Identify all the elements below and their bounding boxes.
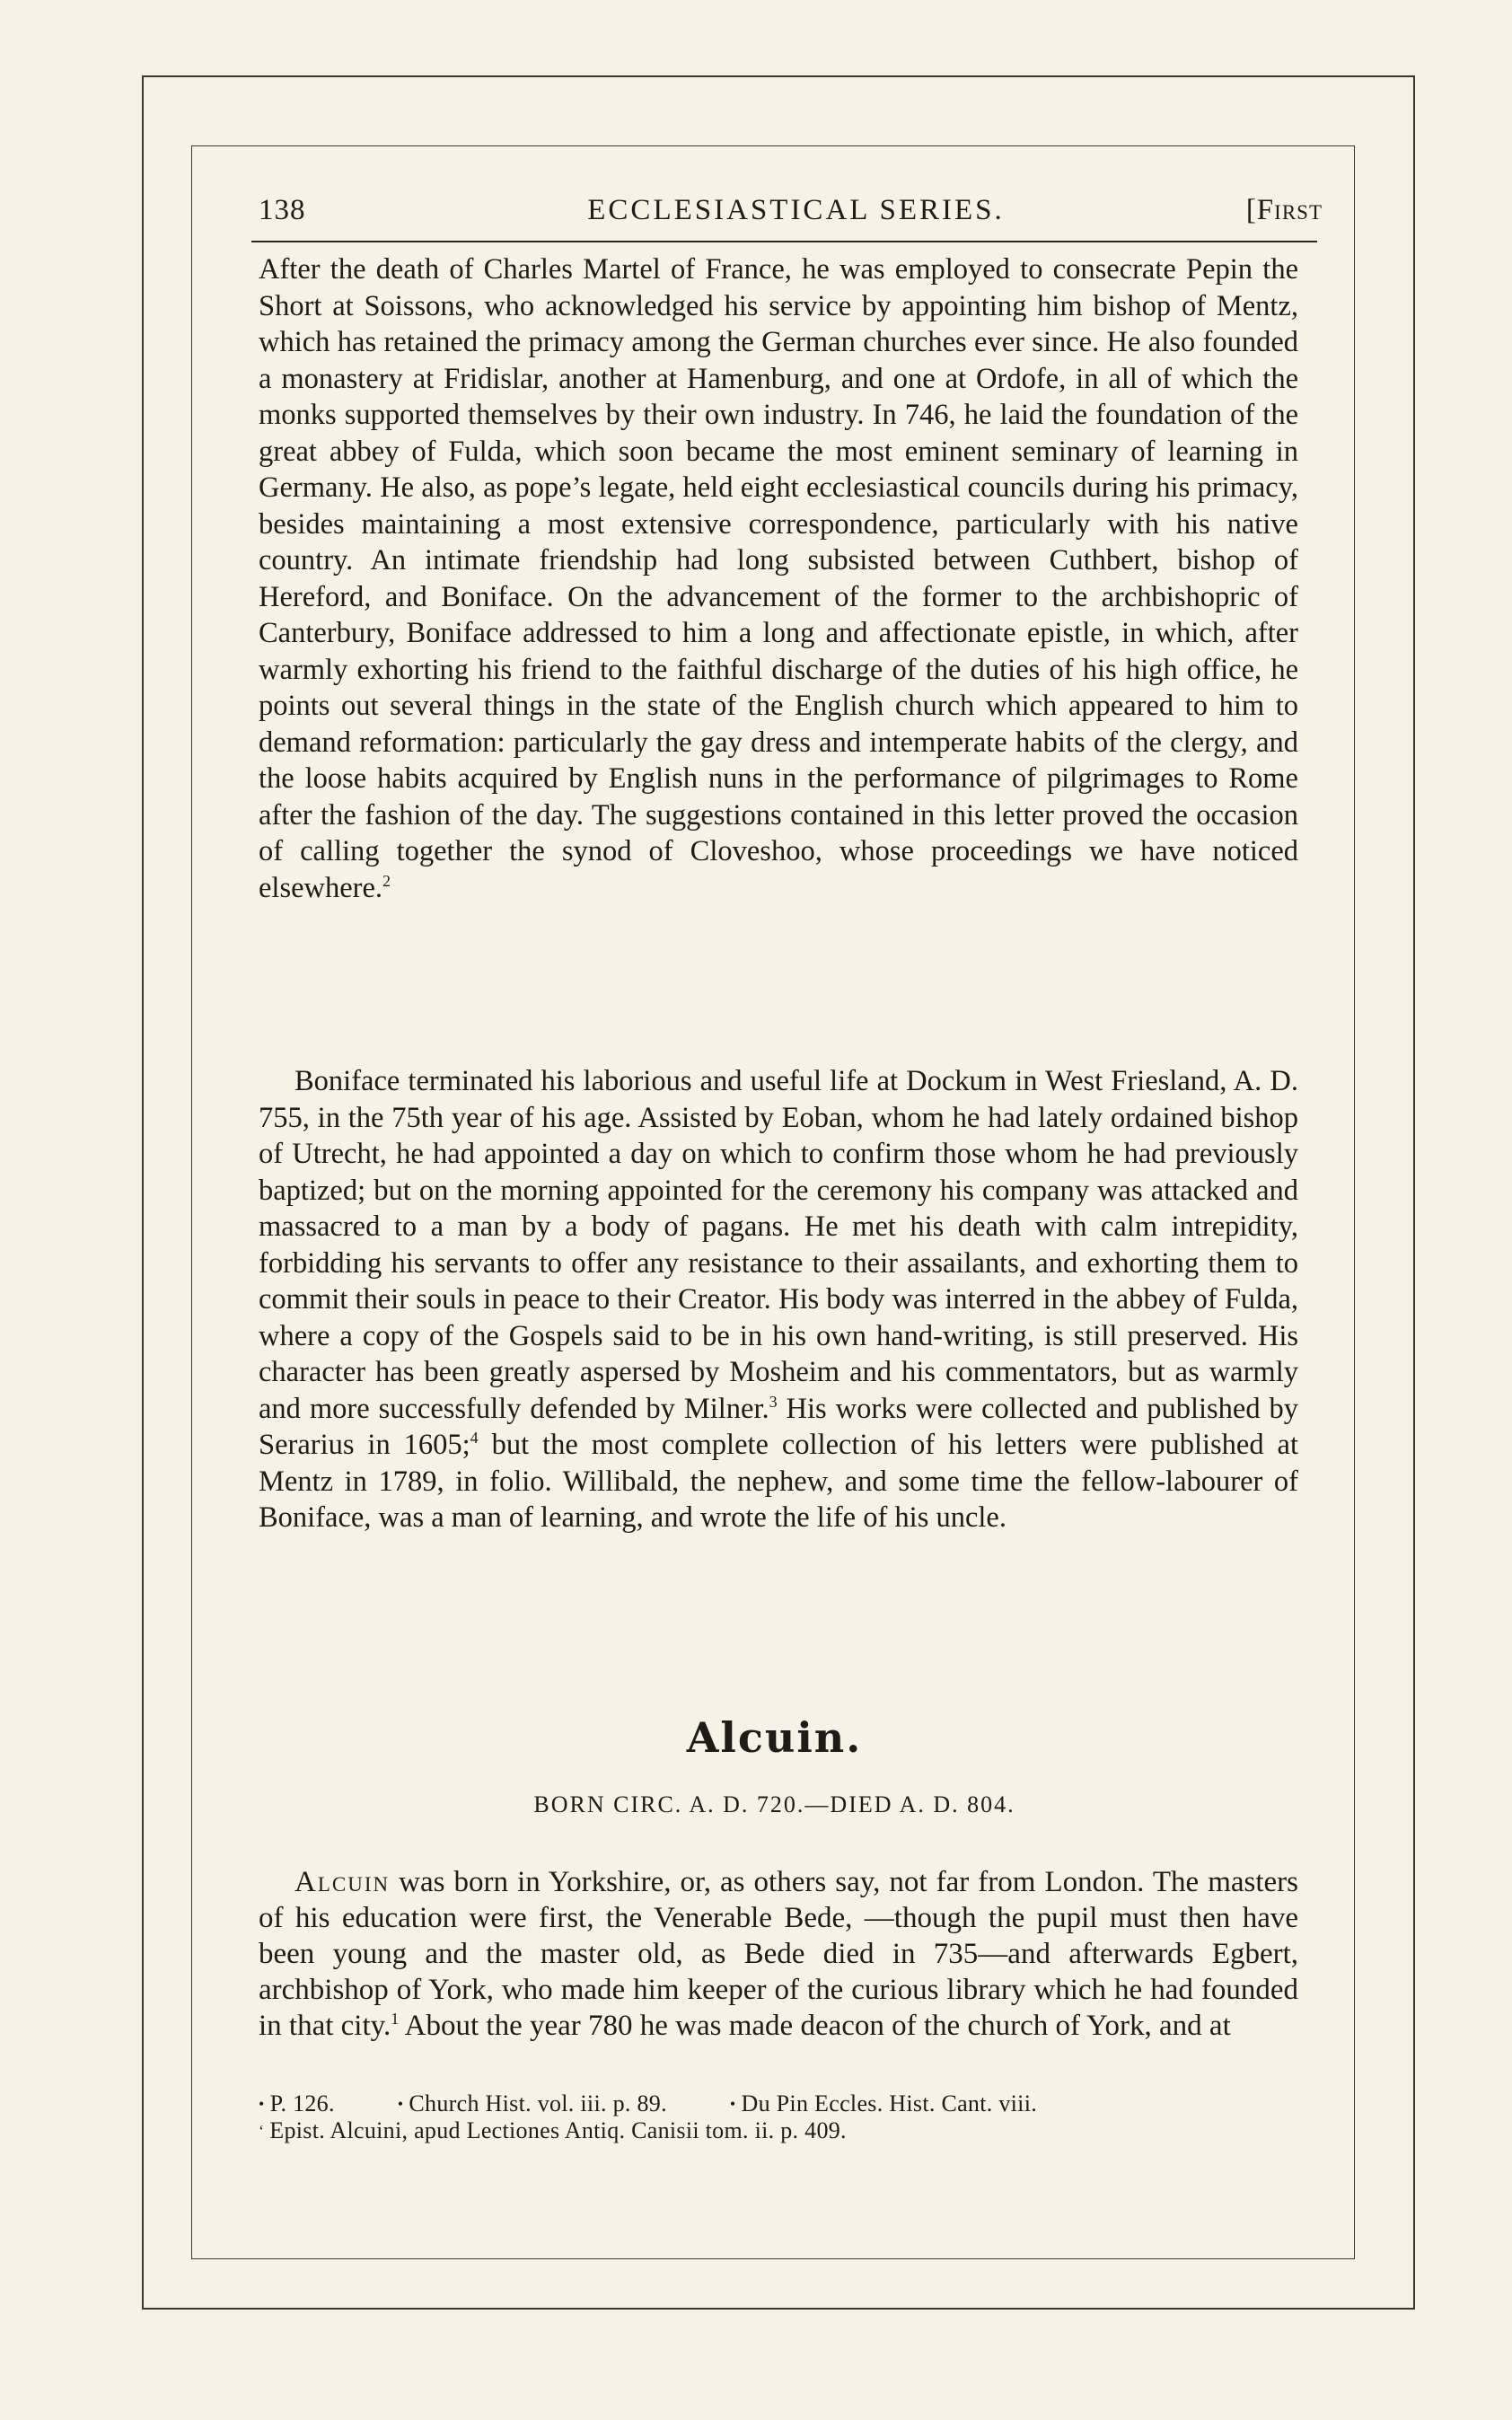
footnote-text: Du Pin Eccles. Hist. Cant. viii. [741, 2090, 1038, 2116]
section-label: [First [1245, 194, 1323, 226]
birth-death-dates: BORN CIRC. A. D. 720.—DIED A. D. 804. [533, 1791, 1015, 1817]
header-rule [251, 241, 1317, 242]
footnote-ref: 1 [391, 2010, 400, 2028]
footnote-text: P. 126. [269, 2090, 335, 2116]
footnote-marker: ‘ [259, 2122, 265, 2140]
footnote [398, 2090, 667, 2117]
paragraph-boniface-death [259, 1063, 1298, 1536]
text-run: About the year 780 he was made deacon of the church of York, and at [399, 2010, 1231, 2042]
footnote [259, 2090, 335, 2117]
footnote [259, 2117, 847, 2144]
lead-word: Alcuin [294, 1866, 391, 1898]
book-page [215, 178, 1333, 2243]
footnote-text: Church Hist. vol. iii. p. 89. [409, 2090, 667, 2116]
footnote-marker: • [397, 2095, 404, 2113]
footnote-text: Epist. Alcuini, apud Lectiones Antiq. Canisii tom. ii. p. 409. [269, 2117, 847, 2143]
running-title: ECCLESIASTICAL SERIES. [587, 194, 1005, 226]
footnote-marker: • [729, 2095, 736, 2113]
paragraph-text [259, 1864, 1298, 2044]
footnotes [259, 2090, 1298, 2144]
footnote [730, 2090, 1037, 2117]
text-run: but the most complete collection of his letters were published at Mentz in 1789, in folio. Willibald, the nephew, and some time the fellow-labourer of Boniface, was a man of learning, and wrote the life of his uncle. [259, 1429, 1298, 1534]
footnote-ref: 4 [470, 1429, 479, 1448]
footnote-line [259, 2090, 1298, 2117]
text-run: His works were collected and published by Serarius in 1605; [259, 1392, 1299, 1461]
section-heading: Alcuin. [686, 1713, 863, 1762]
text-run: was born in Yorkshire, or, as others say, not far from London. The masters of his education were first, the Venerable Bede, —though the pupil must then have been young and the master old, as Bede died in 735—and afterwards Egbert, archbishop of York, who made him keeper of the curious library which he had founded in that city. [259, 1866, 1298, 2042]
running-header [259, 194, 1333, 235]
paragraph-boniface-career [259, 251, 1298, 906]
footnote-line [259, 2117, 1298, 2144]
text-run: Boniface terminated his laborious and useful life at Dockum in West Friesland, A. D. 755, in the 75th year of his age. Assisted by Eoban, whom he had lately ordained bishop of Utrecht, he had appointed a day on which to confirm those whom he had previously baptized; but on the morning appointed for the ceremony his company was attacked and massacred to a man by a body of pagans. He met his death with calm intrepidity, forbidding his servants to offer any resistance to their assailants, and exhorting them to commit their souls in peace to their Creator. His body was interred in the abbey of Fulda, where a copy of the Gospels said to be in his own hand-writing, is still preserved. His character has been greatly aspersed by Mosheim and his commentators, but as warmly and more successfully defended by Milner. [259, 1065, 1298, 1425]
footnote-ref: 3 [769, 1392, 778, 1411]
text-run: After the death of Charles Martel of France, he was employed to consecrate Pepin the Short at Soissons, who acknowledged his service by appointing him bishop of Mentz, which has retained the primacy among the German churches ever since. He also founded a monastery at Fridislar, another at Hamenburg, and one at Ordofe, in all of which the monks supported themselves by their own industry. In 746, he laid the foundation of the great abbey of Fulda, which soon became the most eminent seminary of learning in Germany. He also, as pope’s legate, held eight ecclesiastical councils during his primacy, besides maintaining a most extensive correspondence, particularly with his native country. An intimate friendship had long subsisted between Cuthbert, bishop of Hereford, and Boniface. On the advancement of the former to the archbishopric of Canterbury, Boniface addressed to him a long and affectionate epistle, in which, after warmly exhorting his friend to the faithful discharge of the duties of his high office, he points out several things in the state of the English church which appeared to him to demand reformation: particularly the gay dress and intemperate habits of the clergy, and the loose habits acquired by English nuns in the performance of pilgrimages to Rome after the fashion of the day. The suggestions contained in this letter proved the occasion of calling together the synod of Cloveshoo, whose proceedings we have noticed elsewhere. [259, 253, 1298, 904]
paragraph-alcuin-intro [259, 1864, 1298, 2044]
page-number: 138 [259, 194, 306, 226]
footnote-ref: 2 [382, 871, 391, 890]
paragraph-text [259, 1063, 1298, 1536]
footnote-marker: • [259, 2095, 265, 2113]
paragraph-text [259, 251, 1298, 906]
